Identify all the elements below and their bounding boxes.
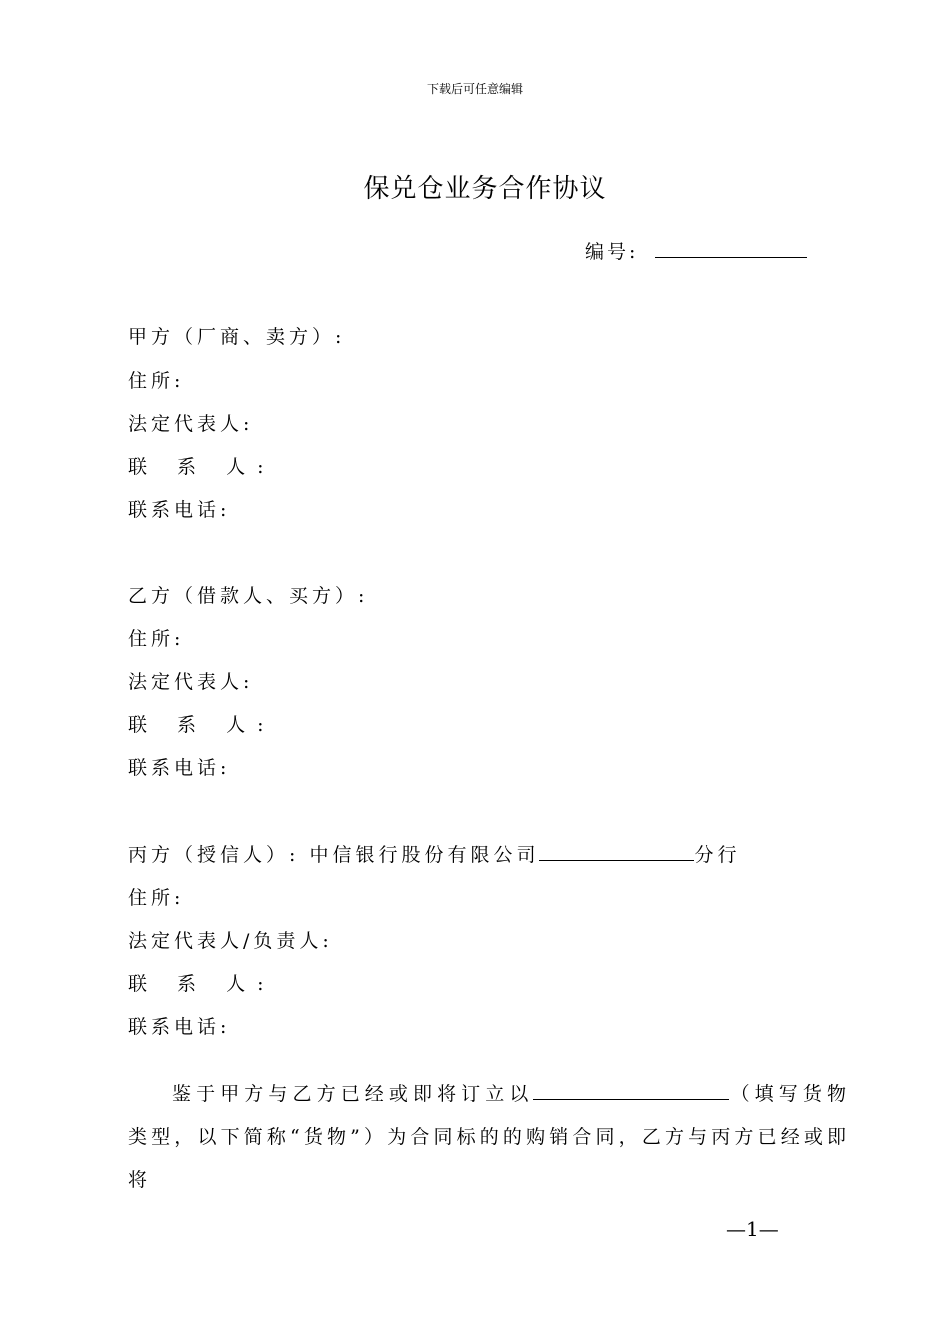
party-a-address: 住所: — [128, 370, 185, 392]
document-title: 保兑仓业务合作协议 — [363, 174, 607, 204]
page-number: —1— — [726, 1217, 779, 1241]
document-number-blank — [655, 237, 807, 258]
party-a-phone: 联系电话: — [128, 499, 231, 521]
party-b-address: 住所: — [128, 628, 185, 650]
party-c-heading-suffix: 分行 — [694, 844, 741, 866]
party-a-contact: 联 系 人: — [128, 456, 276, 478]
party-c-contact: 联 系 人: — [128, 973, 276, 995]
party-c-heading — [128, 840, 740, 867]
party-a-legal-rep: 法定代表人: — [128, 413, 254, 435]
intro-suffix: （填写货物类型，以下简称“货物”）为合同标的的购销合同，乙方与丙方已经或即将 — [128, 1083, 850, 1191]
intro-prefix: 鉴于甲方与乙方已经或即将订立以 — [172, 1083, 534, 1105]
party-c-legal-rep: 法定代表人/负责人: — [128, 930, 333, 952]
document-number-label: 编号: — [585, 241, 639, 263]
party-c-address: 住所: — [128, 887, 185, 909]
header-note: 下载后可任意编辑 — [426, 82, 523, 96]
party-b-heading: 乙方（借款人、买方）: — [128, 585, 369, 607]
branch-name-blank — [539, 840, 694, 861]
party-c-phone: 联系电话: — [128, 1016, 231, 1038]
party-b-phone: 联系电话: — [128, 757, 231, 779]
party-b-contact: 联 系 人: — [128, 714, 276, 736]
goods-type-blank — [533, 1079, 729, 1100]
party-b-legal-rep: 法定代表人: — [128, 671, 254, 693]
party-c-heading-prefix: 丙方（授信人）: 中信银行股份有限公司 — [128, 844, 540, 866]
party-a-heading: 甲方（厂商、卖方）: — [128, 326, 346, 348]
intro-paragraph — [128, 1073, 850, 1202]
document-number — [585, 237, 807, 264]
